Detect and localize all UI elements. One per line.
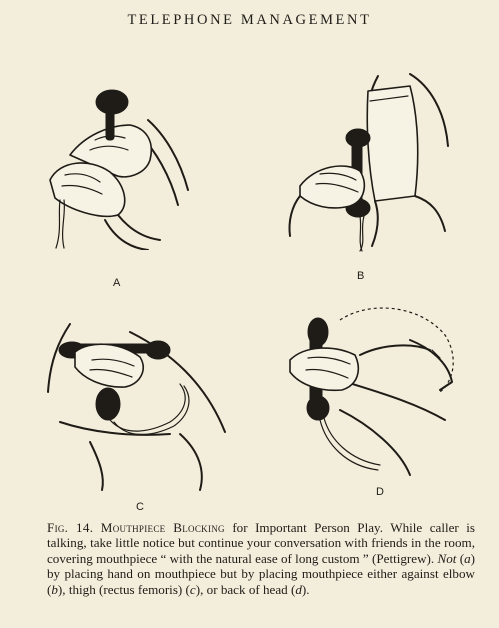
caption-text-4: ), thigh (rectus femoris) ( (57, 581, 190, 597)
figure-c-illustration (30, 322, 230, 492)
figure-c-label: C (136, 501, 145, 513)
caption-text-6: ). (301, 581, 310, 597)
figure-b-label: B (357, 270, 366, 282)
running-header: TELEPHONE MANAGEMENT (127, 12, 372, 28)
figure-d-illustration (280, 300, 470, 480)
figure-caption (47, 520, 475, 597)
caption-text-3: ) by placing hand on mouthpiece but by placing mouthpiece either against elbow ( (47, 550, 476, 597)
caption-letter-c: c (189, 581, 196, 597)
figure-b-illustration (280, 66, 450, 256)
caption-text-5: ), or back of head ( (195, 581, 296, 597)
caption-title: Mouthpiece Blocking (100, 520, 225, 535)
caption-text-1: for Important Person Play. While caller is talking, take little notice but continue your conversation with friends in the room, covering mouthpiece “ with the natural ease of long custom ” (Pettigrew). (47, 520, 475, 566)
figure-a-illustration (30, 80, 190, 250)
caption-not-word: Not (437, 550, 457, 566)
figure-d-label: D (376, 486, 385, 498)
caption-letter-a: a (464, 550, 471, 566)
caption-letter-b: b (51, 581, 58, 597)
caption-letter-d: d (295, 581, 302, 597)
caption-text-2: ( (456, 550, 465, 566)
caption-fig-number: Fig. 14. (47, 520, 94, 535)
figure-a-label: A (113, 277, 122, 289)
